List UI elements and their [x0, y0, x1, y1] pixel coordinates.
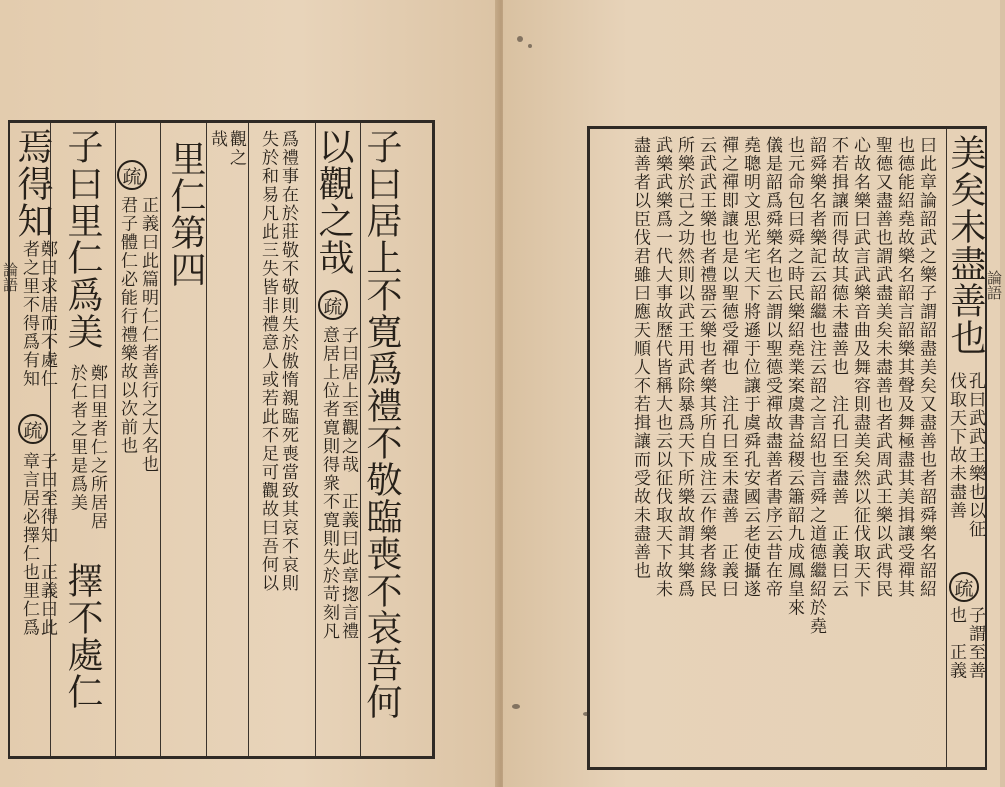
column-rule [206, 123, 207, 756]
commentary-column: 章言居必擇仁也里仁爲 [19, 452, 39, 637]
commentary-column: 禪之禪即讓也是以聖德受禪也 注孔曰至未盡善 正義曰 [718, 136, 738, 599]
main-text-column: 子曰里仁爲美 [62, 128, 103, 350]
commentary-column: 云武武王樂也者禮器云樂也者樂其所自成注云作樂者緣民 [696, 136, 716, 599]
ink-blot [583, 712, 589, 716]
commentary-column: 子曰至得知 正義曰此 [37, 452, 57, 637]
commentary-column: 也元命包曰舜之時民樂紹堯業案虞書益稷云簫韶九成鳳皇來 [784, 136, 804, 617]
commentary-column: 觀之 [226, 130, 246, 167]
commentary-mark-shu: 疏 [18, 414, 48, 444]
commentary-column: 孔曰武武王樂也以征 [965, 372, 985, 539]
commentary-column: 武樂武樂爲一代大事故歷代皆稱大也云以征伐取天下故未 [652, 136, 672, 599]
commentary-column: 儀是韶爲舜樂名也云謂以聖德受禪故盡善者書序云昔在帝 [762, 136, 782, 599]
commentary-column: 者之里不得爲有知 [19, 240, 39, 388]
commentary-column: 曰此章論韶武之樂子謂韶盡美矣又盡善也者韶舜樂名韶紹 [916, 136, 936, 599]
commentary-column: 哉 [207, 130, 227, 149]
commentary-column: 於仁者之里是爲美 [67, 364, 87, 512]
commentary-column: 聖德又盡善也謂武盡美矣未盡善也者武周武王樂以武得民 [872, 136, 892, 599]
fore-edge-title: 論語 [1, 262, 19, 292]
commentary-mark-shu: 疏 [949, 572, 979, 602]
commentary-column: 意居上位者寛則得衆不寛則失於苛刻凡 [319, 326, 339, 641]
main-text-column: 以觀之哉 [313, 128, 354, 276]
commentary-column: 所樂於己之功然則以武王用武除暴爲天下所樂故謂其樂爲 [674, 136, 694, 599]
main-text-column: 擇不處仁 [62, 562, 103, 710]
ink-blot [528, 44, 532, 48]
fore-edge-title: 論語 [985, 270, 1003, 300]
commentary-column: 也 正義 [946, 606, 966, 680]
column-rule [115, 123, 116, 756]
commentary-column: 堯聰明文思光宅天下將遜于位讓于虞舜孔安國云老使攝遂 [740, 136, 760, 599]
ink-blot [512, 704, 520, 709]
commentary-column: 心故名樂曰武言武樂音曲及舞容則盡美矣然以征伐取天下 [850, 136, 870, 599]
commentary-mark-shu: 疏 [117, 160, 147, 190]
commentary-column: 子曰居上至觀之哉 正義曰此章揔言禮 [338, 326, 358, 641]
main-text-column: 子曰居上不寛爲禮不敬臨喪不哀吾何 [361, 128, 402, 720]
commentary-column: 鄭曰里者仁之所居居 [87, 364, 107, 531]
commentary-column: 也德能紹堯故樂名韶言韶樂其聲及舞極盡其美揖讓受禪其 [894, 136, 914, 599]
column-rule [160, 123, 161, 756]
commentary-column: 韶舜樂名者樂記云韶繼也注云韶之言紹也言舜之道德繼紹於堯 [806, 136, 826, 636]
commentary-column: 君子體仁必能行禮樂故以次前也 [117, 196, 137, 455]
chapter-title: 里仁第四 [165, 140, 206, 288]
commentary-column: 鄭曰求居而不處仁 [37, 240, 57, 388]
ink-blot [517, 36, 523, 42]
commentary-column: 爲禮事在於莊敬不敬則失於傲惰親臨死喪當致其哀不哀則 [278, 130, 298, 593]
commentary-column: 伐取天下故未盡善 [946, 372, 966, 520]
commentary-mark-shu: 疏 [318, 290, 348, 320]
column-rule [248, 123, 249, 756]
commentary-column: 子謂至善 [965, 606, 985, 680]
main-text-column: 美矣未盡善也 [945, 134, 986, 356]
commentary-column: 失於和易凡此三失皆非禮意人或若此不足可觀故曰吾何以 [258, 130, 278, 593]
commentary-column: 正義曰此篇明仁仁者善行之大名也 [138, 196, 158, 474]
commentary-column: 盡善者以臣伐君雖曰應天順人不若揖讓而受故未盡善也 [630, 136, 650, 580]
main-text-column: 焉得知 [12, 128, 53, 239]
commentary-column: 不若揖讓而得故其德未盡善也 注孔曰至盡善 正義曰云 [828, 136, 848, 599]
